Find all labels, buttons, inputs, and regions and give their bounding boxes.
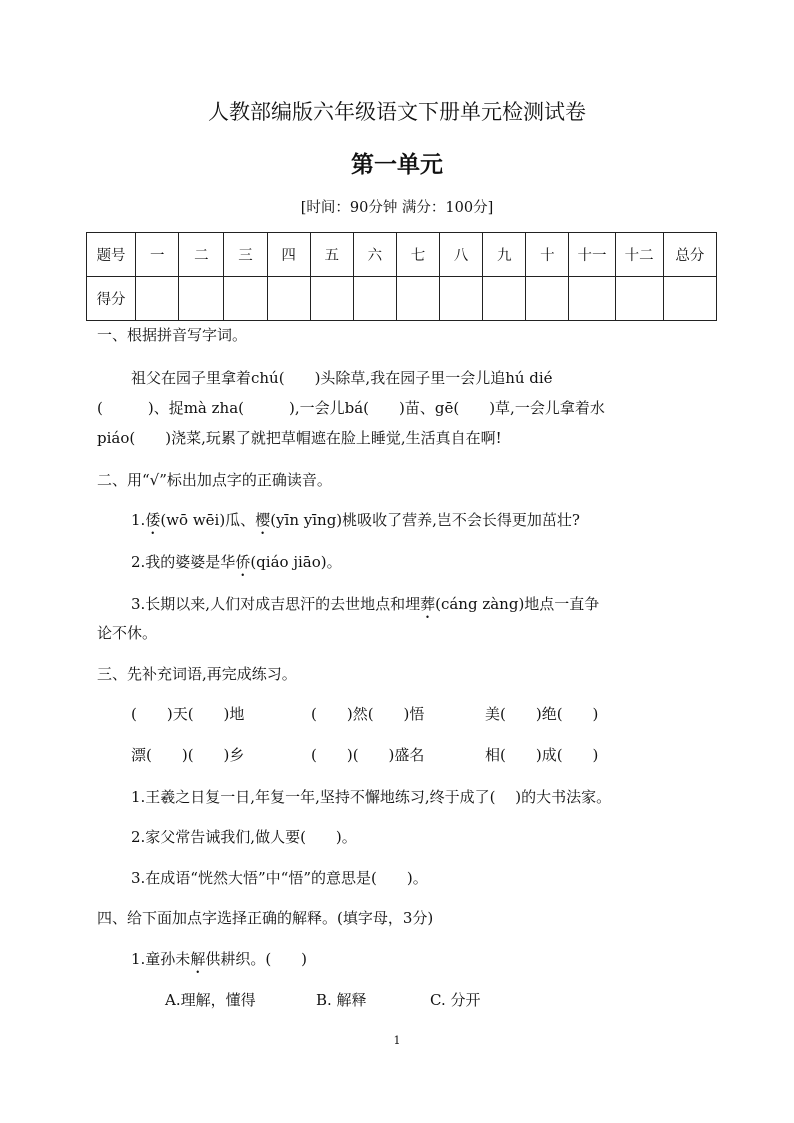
answer-option: C. 分开 [430,991,481,1009]
question-text: (cáng zàng)地点一直争 [435,595,600,613]
page-number: 1 [393,1034,401,1047]
section1-line: piáo( )浇菜,玩累了就把草帽遮在脸上睡觉,生活真自在啊! [97,429,502,447]
section1-line: 祖父在园子里拿着chú( )头除草,我在园子里一会儿追hú dié [131,369,553,387]
score-row-label: 得分 [87,277,136,321]
score-table-header-cell: 九 [483,233,526,277]
score-table-header-cell: 十 [526,233,569,277]
score-cell[interactable] [310,277,353,321]
exam-meta: [时间：90分钟 满分：100分] [300,200,494,216]
score-cell[interactable] [353,277,396,321]
section2-question-2 [131,551,342,580]
dotted-char: 解 [190,950,206,968]
section1-heading: 一、根据拼音写字词。 [97,326,248,344]
section3-question-1: 1.王羲之日复一日,年复一年,坚持不懈地练习,终于成了( )的大书法家。 [131,788,612,806]
score-table-header-cell: 四 [267,233,310,277]
question-text: 1.童孙未 [131,950,191,968]
score-table-header-cell: 题号 [87,233,136,277]
score-table-header-cell: 六 [353,233,396,277]
score-cell[interactable] [440,277,483,321]
question-text: 2.我的婆婆是华 [131,553,236,571]
score-table-header-row [87,233,717,277]
score-cell[interactable] [224,277,267,321]
section4-heading: 四、给下面加点字选择正确的解释。(填字母，3分) [97,909,434,927]
score-cell[interactable] [663,277,716,321]
question-text: (wō wēi)瓜、 [160,511,256,529]
score-cell[interactable] [526,277,569,321]
score-table-header-cell: 十二 [615,233,663,277]
score-table-header-cell: 七 [396,233,439,277]
question-text: 1. [131,511,146,529]
idiom-blank: 漂( )( )乡 [131,746,245,764]
answer-option: B. 解释 [316,991,367,1009]
dotted-char: 侨 [235,553,251,571]
unit-title: 第一单元 [351,151,443,178]
document-title: 人教部编版六年级语文下册单元检测试卷 [208,100,586,124]
score-table [86,232,717,321]
score-table-header-cell: 二 [179,233,224,277]
section2-question-3 [131,593,599,622]
score-cell[interactable] [483,277,526,321]
idiom-blank: 美( )绝( ) [485,705,599,723]
section3-question-2: 2.家父常告诫我们,做人要( )。 [131,828,357,846]
section1-line: ( )、捉mà zha( ),一会儿bá( )苗、gē( )草,一会儿拿着水 [97,399,605,417]
dotted-char: 樱 [255,511,271,529]
score-table-header-cell: 一 [136,233,179,277]
score-table-header-cell: 五 [310,233,353,277]
dotted-char: 倭 [145,511,161,529]
dotted-char: 葬 [420,595,436,613]
question-text: (yīn yīng)桃吸收了营养,岂不会长得更加茁壮? [270,511,580,529]
score-table-header-cell: 十一 [569,233,615,277]
score-table-header-cell: 八 [440,233,483,277]
score-cell[interactable] [396,277,439,321]
section4-question-1 [131,948,307,977]
idiom-blank: 相( )成( ) [485,746,599,764]
idiom-blank: ( )然( )悟 [311,705,425,723]
section2-question-1 [131,509,580,538]
section2-heading: 二、用“√”标出加点字的正确读音。 [97,471,332,489]
score-cell[interactable] [267,277,310,321]
score-cell[interactable] [615,277,663,321]
question-text: (qiáo jiāo)。 [250,553,342,571]
score-table-score-row [87,277,717,321]
answer-option: A.理解，懂得 [165,991,256,1009]
score-table-header-cell: 三 [224,233,267,277]
idiom-blank: ( )( )盛名 [311,746,425,764]
score-cell[interactable] [569,277,615,321]
question-text: 3.长期以来,人们对成吉思汗的去世地点和埋 [131,595,421,613]
question-text: 供耕织。( ) [205,950,308,968]
score-cell[interactable] [136,277,179,321]
score-cell[interactable] [179,277,224,321]
section3-question-3: 3.在成语“恍然大悟”中“悟”的意思是( )。 [131,869,428,887]
idiom-blank: ( )天( )地 [131,705,245,723]
score-table-header-cell: 总分 [663,233,716,277]
section3-heading: 三、先补充词语,再完成练习。 [97,665,297,683]
section2-question-3-cont: 论不休。 [97,624,158,642]
